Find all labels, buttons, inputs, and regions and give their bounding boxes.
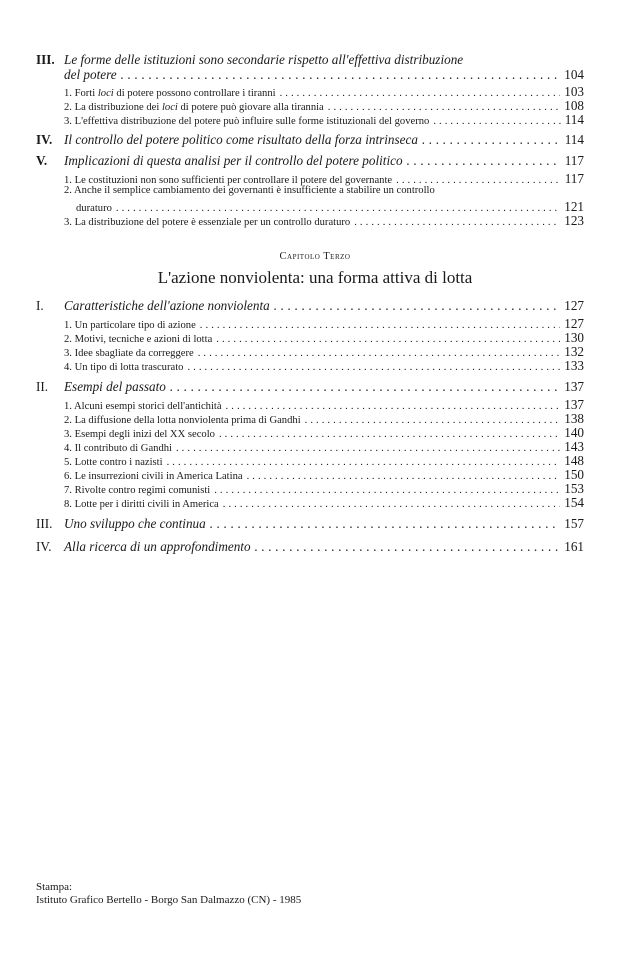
- toc-subentry-text: 3. La distribuzione del potere è essenziale per un controllo duraturo: [64, 217, 351, 228]
- page-number: 117: [564, 153, 584, 168]
- toc-subentry-text: 3. Idee sbagliate da correggere: [64, 348, 194, 359]
- page-number: 132: [564, 344, 584, 359]
- toc-subentry-text: 3. L'effettiva distribuzione del potere può influire sulle forme istituzionali del governo: [64, 116, 430, 127]
- page-number: 140: [564, 425, 584, 440]
- section-number: IV.: [36, 539, 52, 554]
- toc-subentry[interactable]: [64, 213, 584, 229]
- dot-leader: [433, 116, 560, 127]
- page-number: 123: [564, 213, 584, 228]
- toc-subentry-text: 2. La distribuzione dei loci di potere può giovare alla tirannia: [64, 102, 324, 113]
- page-number: 157: [564, 516, 584, 531]
- dot-leader: [121, 67, 561, 83]
- toc-subentry-text: 1. Alcuni esempi storici dell'antichità: [64, 401, 222, 412]
- toc-entry[interactable]: [64, 379, 584, 395]
- page-number: 127: [564, 298, 584, 313]
- page-number: 150: [564, 467, 584, 482]
- dot-leader: [223, 499, 560, 510]
- toc-subentry: [64, 185, 584, 196]
- page-number: 161: [564, 539, 584, 554]
- page-number: 137: [564, 397, 584, 412]
- toc-entry[interactable]: [64, 153, 584, 169]
- toc-subentry-text: 7. Rivolte contro regimi comunisti: [64, 485, 211, 496]
- toc-subentry[interactable]: [64, 358, 584, 374]
- chapter-label: Capitolo Terzo: [279, 251, 351, 262]
- dot-leader: [274, 298, 560, 314]
- section-number: I.: [36, 298, 44, 313]
- page-number: 117: [564, 171, 584, 186]
- page-number: 108: [564, 98, 584, 113]
- section-number: IV.: [36, 132, 53, 147]
- toc-subentry-text: 8. Lotte per i diritti civili in America: [64, 499, 219, 510]
- toc-section-title-text: Esempi del passato: [64, 379, 166, 394]
- toc-entry[interactable]: [64, 539, 584, 555]
- dot-leader: [255, 539, 561, 555]
- section-number: III.: [36, 52, 55, 67]
- page-number: 130: [564, 330, 584, 345]
- toc-section-title[interactable]: [64, 52, 584, 68]
- toc-subentry-text: 3. Esempi degli inizi del XX secolo: [64, 429, 215, 440]
- dot-leader: [210, 516, 560, 532]
- toc-section-title-text: Uno sviluppo che continua: [64, 516, 206, 531]
- page-number: 137: [564, 379, 584, 394]
- toc-section-title-text: Le forme delle istituzioni sono secondarie rispetto all'effettiva distribuzione: [64, 52, 464, 67]
- page-number: 148: [564, 453, 584, 468]
- page-number: 153: [564, 481, 584, 496]
- dot-leader: [407, 153, 561, 169]
- page-number: 114: [564, 112, 584, 127]
- toc-subentry-text: 4. Un tipo di lotta trascurato: [64, 362, 184, 373]
- toc-subentry-text: 6. Le insurrezioni civili in America Latina: [64, 471, 243, 482]
- page-number: 114: [564, 132, 584, 147]
- toc-subentry-text: 2. Motivi, tecniche e azioni di lotta: [64, 334, 213, 345]
- imprint-text: Istituto Grafico Bertello - Borgo San Dalmazzo (CN) - 1985: [36, 894, 302, 906]
- toc-section-title-text: Caratteristiche dell'azione nonviolenta: [64, 298, 270, 313]
- toc-entry[interactable]: [64, 132, 584, 148]
- section-number: II.: [36, 379, 49, 394]
- section-number: V.: [36, 153, 48, 168]
- toc-subentry-text: 1. Un particolare tipo di azione: [64, 320, 196, 331]
- page-number: 127: [564, 316, 584, 331]
- chapter-title: L'azione nonviolenta: una forma attiva di lotta: [157, 268, 473, 287]
- page-number: 121: [564, 199, 584, 214]
- page-number: 154: [564, 495, 584, 510]
- toc-subentry-text: 2. La diffusione della lotta nonviolenta prima di Gandhi: [64, 415, 301, 426]
- toc-subentry[interactable]: [64, 495, 584, 511]
- section-number: III.: [36, 516, 53, 531]
- page-number: 104: [564, 67, 584, 82]
- toc-section-title-text: Alla ricerca di un approfondimento: [64, 539, 251, 554]
- toc-subentry-text: 1. Forti loci di potere possono controllare i tiranni: [64, 88, 276, 99]
- imprint-label: Stampa:: [36, 881, 73, 893]
- dot-leader: [170, 379, 560, 395]
- toc-subentry[interactable]: [64, 112, 584, 128]
- toc-subentry-text: 4. Il contributo di Gandhi: [64, 443, 172, 454]
- page-number: 138: [564, 411, 584, 426]
- toc-section-title-text: del potere: [64, 67, 117, 82]
- dot-leader: [187, 362, 560, 373]
- toc-subentry-text: duraturo: [76, 203, 112, 214]
- dot-leader: [354, 217, 560, 228]
- toc-section-title-text: Implicazioni di questa analisi per il controllo del potere politico: [64, 153, 403, 168]
- toc-entry[interactable]: [64, 298, 584, 314]
- dot-leader: [422, 132, 561, 148]
- toc-subentry-text: 5. Lotte contro i nazisti: [64, 457, 163, 468]
- page-number: 103: [564, 84, 584, 99]
- toc-section-title-text: Il controllo del potere politico come risultato della forza intrinseca: [64, 132, 418, 147]
- toc-entry[interactable]: [64, 516, 584, 532]
- page-number: 143: [564, 439, 584, 454]
- toc-subentry-text: 1. Le costituzioni non sono sufficienti per controllare il potere del governante: [64, 175, 393, 186]
- toc-subentry-text: 2. Anche il semplice cambiamento dei governanti è insufficiente a stabilire un controllo: [64, 185, 435, 196]
- toc-entry[interactable]: [64, 67, 584, 83]
- page-number: 133: [564, 358, 584, 373]
